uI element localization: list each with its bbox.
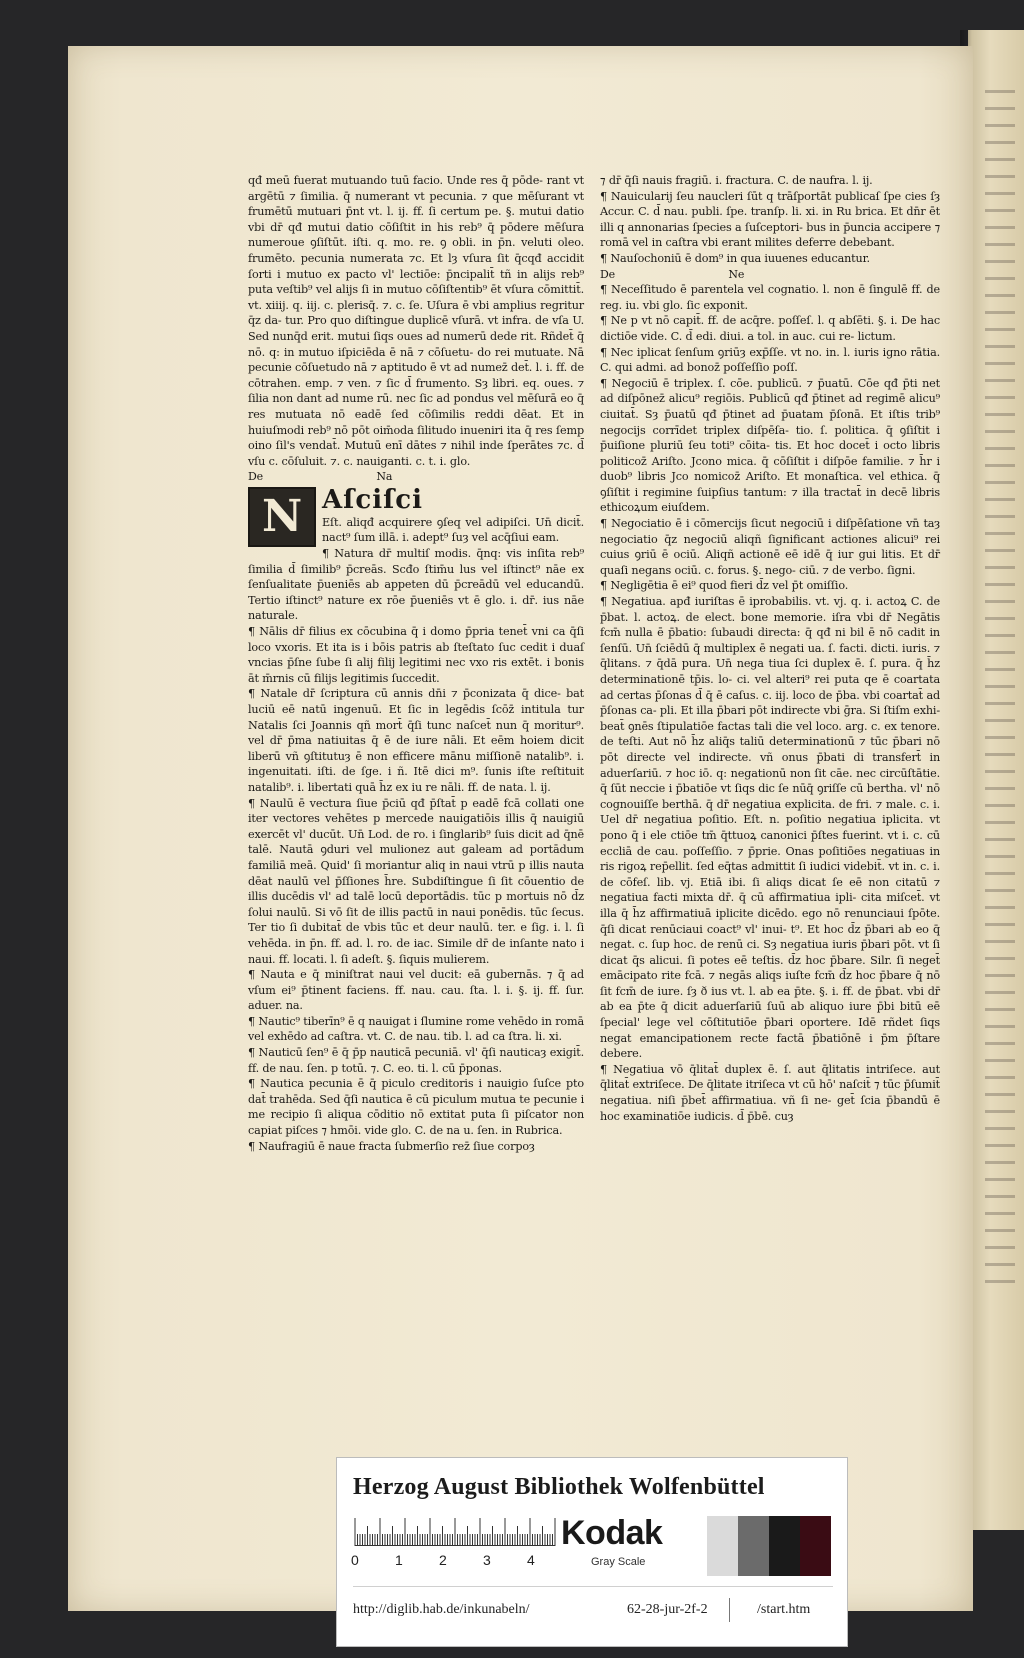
card-divider <box>353 1586 833 1587</box>
right-paragraph-11: ¶ Negatiua vō q̄litat̄ duplex ē. ſ. aut q̄litatis intriſece. aut q̄litat̄ extriſece. De q̄litate itriſeca vt cū hō' naſcit̄ ⁊ tūc p̄ſumit̄ negatiua. niſi p̄bet̄ affirmatiua. vñ ſi ne- get̄ ſcia p̄bandū ē hoc examinatiōe iudicis. d̄ p̄bē. cuȝ <box>600 1062 940 1123</box>
right-paragraph-4: ¶ Neceſſitudo ē parentela vel cognatio. l. non ē ſingulē ff. de reg. iu. vbi glo. ſic exponit. <box>600 283 940 312</box>
right-paragraph-3: ¶ Nauſochoniū ē dom⁹ in qua iuuenes educantur. <box>600 251 870 265</box>
left-paragraph-3: ¶ Natura dr̄ multiſ modis. q̄nq: vis inſita reb⁹ ſimilia d̄ ſimilib⁹ p̄creās. Scđo ſtim̄u lus vel iſtinct⁹ nāe ex ſenſualitate p̄ueniēs ab appeten dū p̄creādū vel educandū. Tertio iſtinct⁹ nature ex rōe p̄ueniēs vt ē glo. i. dr̄. ius nāe naturale. <box>248 547 584 623</box>
library-url[interactable]: http://diglib.hab.de/inkunabeln/ <box>353 1602 530 1617</box>
swatch-dark <box>769 1516 800 1576</box>
measurement-ruler <box>353 1516 559 1546</box>
right-paragraph-9: ¶ Negligētia ē ei⁹ quod fieri d̄z vel p̄t omiſſio. <box>600 579 849 593</box>
ruler-number: 2 <box>439 1552 447 1568</box>
left-paragraph-11: ¶ Naufragiū ē naue fracta ſubmerſio rez̄ ſiue corpoȝ <box>248 1139 535 1153</box>
left-paragraph-6: ¶ Naulū ē vectura ſiue p̄ciū qđ p̄ſtat̄ p eadē fcā collati one iter vectores vehētes p mercede nauigatiōis illis q̄ nauigiū exercēt vl' ducūt. Un̄ Lod. de ro. i ſinglarib⁹ ſuis dicit ad q̄nē talē. Nautā ꝯduri vel mulionez aut galeam ad portādum familiā meā. Quid' ſi moriantur aliq in naui vtrū p illis nauta dēat naulū vel p̄ſſiones h̄re. Subdiſtingue ſi ſit cōuentio de illis ducēdis vl' ad talē locū deportādis. tūc p mortuis nō d̄z ſolui naulū. Si vō ſit de illis pactū in naui ponēdis. tūc ſecus. Ter tio ſi dubitat̄ de vbis tūc et deur naulū. ter. e ſig. i. l. ſi vehēda. in p̄n. ff. ad. l. ro. de iac. Simile dr̄ de inſante nato i naui. ff. locati. l. ſi adeſt. §. ſiquis mulierem. <box>248 796 584 966</box>
gray-scale-label: Gray Scale <box>591 1556 646 1568</box>
right-paragraph-5: ¶ Ne p vt nō capit̄. ff. de acq̄re. poſſeſ. l. q abſēti. §. i. De hac dictiōe vide. C. d̄ edi. diui. a tol. in auc. cui re- lictum. <box>600 314 940 343</box>
ruler-number: 3 <box>483 1552 491 1568</box>
left-paragraph-2: Eſt. aliqđ acquirere ꝯſeq vel adipiſci. Un̄ dicit̄. nact⁹ ſum illā. i. adept⁹ ſuȝ vel acq̄ſiui eam. <box>322 515 584 545</box>
ruler-numbers <box>351 1552 561 1572</box>
library-label-card <box>336 1457 848 1647</box>
kodak-logo: Kodak <box>561 1514 663 1552</box>
left-paragraph-5: ¶ Natale dr̄ ſcriptura cū annis dn̄i ⁊ p̄conizata q̄ dice- bat luciū eē natū ingenuū. Et ſic in legēdis ſcōz̄ intitula tur Natalis ſci Joannis qñ mort̄ q̄ſi tunc naſcet̄ nun q̄ moritur⁹. vel dr̄ p̄ma natiuitas q̄ ē de iure nāli. Et eēm hoiem dicit liberū vñ ꝯſtitutuȝ ē non efficere mānu miſſionē natalib⁹. i. ingenuitati. iſti. de ſge. i ñ. Itē dici m⁹. ſunis iſte reſtituit natalib⁹. i. libertati quā h̄z ex iu re nāli. ff. de nata. l. ij. <box>248 687 584 794</box>
right-paragraph-8: ¶ Negociatio ē i cōmercijs ſicut negociū i diſpēſatione vn̄ taȝ negociatio q̄z negociū aliqñ ſignificant actiones alicui⁹ rei cuius ꝯriū ē ociū. Aliqñ actionē eē idē q̄ iur gui litis. Et dr̄ quaſi negans ociū. c. forus. §. nego- ciū. ⁊ de verbo. ſigni. <box>600 517 940 577</box>
swatch-light <box>707 1516 738 1576</box>
right-paragraph-6: ¶ Nec iplicat ſenſum ꝯriūȝ exp̄ſſe. vt no. in. l. iuris igno rātia. C. qui admi. ad bonoz̄ poſſeſſio poſſ. <box>600 345 940 375</box>
gray-scale-swatches <box>707 1516 831 1576</box>
start-link[interactable]: /start.htm <box>757 1602 811 1617</box>
right-paragraph-2: ¶ Nauicularij ſeu naucleri ſūt q trāſportāt publicaſ ſpe cies ſȝ Accur. C. d̄ nau. publi. ſpe. tranſp. li. xi. in Ru brica. Et dn̄r ēt illi q annonarias ſpecies a ſuſceptori- bus in p̄uncia accipere ⁊ romā vel in caſtra vbi erant milites deferre debebant. <box>600 189 940 250</box>
ruler-number: 4 <box>527 1552 535 1568</box>
card-separator <box>729 1598 730 1622</box>
swatch-maroon <box>800 1516 831 1576</box>
right-text-column <box>600 173 940 1124</box>
right-paragraph-1: ⁊ dr̄ q̄ſi nauis fragiū. i. fractura. C. de naufra. l. ij. <box>600 174 873 187</box>
ruler-number: 1 <box>395 1552 403 1568</box>
left-paragraph-9: ¶ Nauticū ſen⁹ ē q̄ p̄p nauticā pecuniā. vl' q̄ſi nauticaȝ exigit̄. ff. de nau. ſen. p totū. ⁊. C. eo. ti. l. cū p̄ponas. <box>248 1046 584 1075</box>
shelfmark: 62-28-jur-2f-2 <box>627 1602 708 1617</box>
library-title: Herzog August Bibliothek Wolfenbüttel <box>353 1474 765 1500</box>
right-paragraph-7: ¶ Negociū ē triplex. ſ. cōe. publicū. ⁊ p̄uatū. Cōe qđ p̄ti net ad diſpōnez̄ alicu⁹ regiōis. Publicū qđ p̄tinet ad regimē alicu⁹ ciuitat̄. Sȝ p̄uatū qđ p̄tinet ad p̄uatam p̄ſonā. Et iſtis trib⁹ negocijs corrīdet triplex diſpēſa- tio. ſ. politica. q̄ ꝯſiſtit i p̄uiſione pluriū ſeu toti⁹ cōita- tis. Et hoc docet̄ i octo libris politicoz̄ Ariſto. Jcono mica. q̄ cōſiſtit i diſpōe familie. ⁊ h̄r i duob⁹ libris Jco nomicoz̄ Ariſto. Et monaſtica. vel ethica. q̄ ꝯſiſtit i regimine ſuipſius tantum: ⁊ illa tractat̄ in decē libris ethicoꝝum eiuſdem. <box>600 376 940 515</box>
left-rubric: De Na <box>248 470 393 484</box>
entry-heading: Aſciſci <box>322 484 423 515</box>
next-leaf-edge <box>985 90 1015 1290</box>
decorated-initial: N <box>248 487 316 547</box>
left-paragraph-8: ¶ Nautic⁹ tiberīn⁹ ē q nauigat i ſlumine rome vehēdo in romā vel exhēdo ad caſtra. vt. C. de nau. tib. l. ad ca ſtra. li. xi. <box>248 1014 584 1044</box>
right-rubric: De Ne <box>600 267 745 281</box>
left-text-column <box>248 173 584 1154</box>
entry-heading-block <box>248 485 584 546</box>
ruler-number: 0 <box>351 1552 359 1568</box>
left-paragraph-10: ¶ Nautica pecunia ē q̄ piculo creditoris i nauigio ſuſce pto dat̄ trahēda. Sed q̄ſi nautica ē cū piculum mutua te pecunie i me recipio ſi aliqua cōditio nō extitat puta ſi piſcator non capiat piſces ⁊ hmōi. vide glo. C. de na u. ſen. in Rubrica. <box>248 1077 584 1138</box>
left-paragraph-7: ¶ Nauta e q̄ miniſtrat naui vel ducit: eā gubernās. ⁊ q̄ ad vſum ei⁹ p̄tinent faciens. ff. nau. cau. ſta. l. i. §. ij. ff. ſur. aduer. na. <box>248 968 584 1013</box>
swatch-mid <box>738 1516 769 1576</box>
left-paragraph-1: qđ meū fuerat mutuando tuū facio. Unde res q̄ pōde- rant vt argētū ⁊ ſimilia. q̄ numerant vt pecunia. ⁊ que mēſurant vt frumētū mutuari p̄nt vt. l. ij. ff. ſi certum pe. §. mutui datio vbi dr̄ qđ mutui datio cōſiſtit in his reb⁹ q̄ pōdere mēſura numeroue ꝯſiſtūt. iſti. q. mo. re. ꝯ obli. in p̄n. veluti oleo. frumēto. pecunia numerata ⁊c. Et lȝ vſura ſit q̄cqđ accidit ſorti i mutuo ex pacto vl' lectiōe: p̄ncipalit̄ tñ in alijs reb⁹ puta veſtib⁹ vel alijs ſi in mutuo cōſiſtentib⁹ ēt vſura cōmittit̄. vt. xiiij. q. iij. c. plerisq̄. ⁊. c. ſe. Uſura ē vbi amplius regritur q̄z da- tur. Pro quo diſtingue duplicē vſurā. vt infra. de vſa U. Sed nunq̄d erit. mutui ſiqs oues ad numerū dede rit. Rñdet̄ q̄ nō. q: in mutuo iſpiciēda ē nā ⁊ cōſuetu- do rei mutuate. Nā pecunie cōſuetudo nā ⁊ aptitudo ē vt ad numez̄ det̄. l. i. ff. de cōtrahen. emp. ⁊ ven. ⁊ ſic d̄ frumento. Sȝ libri. eq. oues. ⁊ ſilia non dant ad nume rū. nec ſic ad pondus vel mēſurā eo q̄ res mutuata nō eadē ſed cōſimilis reddi dēat. Et in huiuſmodi reb⁹ nō pōt oim̄oda ſilitudo inueniri ita q̄ res ſemp oino ſil's vendat̄. Mutuū enī dātes ⁊ nihil inde ſperātes ⁊c. d̄ vſu c. cōſuluit. ⁊. c. nauiganti. c. t. i. glo. <box>248 174 584 468</box>
right-paragraph-10: ¶ Negatiua. apđ iuriſtas ē iprobabilis. vt. vj. q. i. actoꝝ C. de p̄bat. l. actoꝝ. de elect. bone memorie. iſra vbi dr̄ Negātis fcm̄ nulla ē p̄batio: ſubaudi directa: q̄ qđ ni bil ē nō cadit in ſenſū. Un̄ ſciēdū q̄ multiplex ē negati ua. ſ. facti. dicti. iuris. ⁊ q̄litans. ⁊ q̄dā pura. Un̄ nega tiua ſci duplex ē. ſ. pura. q̄ h̄z determinationē tp̄is. lo- ci. vel alteri⁹ rei puta qe ē coartata ad certas p̄ſonas d̄ q̄ ē caſus. c. iij. loco de p̄ba. vbi coartat̄ ad p̄ſonas ca- pli. Et illa p̄bari pōt indirecte vbi ḡra. Si ſtiſm exhi- beat̄ ꝯnēs ſtipulatiōe factas tali die vel loco. arg. c. ex tenore. de teſti. Aut nō h̄z aliq̄s taliū determinationū ⁊ tūc p̄bari nō pōt directe vel indirecte. vñ onus p̄bati di transfert̄ in aduerſariū. ⁊ hoc iō. q: negationū non ſit cāe. nec circūſtātie. q̄ ſūt neccie i p̄batiōe vt ſiqs dic ſe nūq̄ ꝯriſſe cū bertha. vl' nō cognouiſſe berthā. q̄ dr̄ negatiua explicita. de fri. ⁊ male. c. i. Uel dr̄ negatiua poſitio. Eſt. n. poſitio negatiua iplicita. vt pono q̄ i ele ctiōe tm̄ q̄ttuoꝝ canonici p̄ſtes fuerint. vt i. c. cū eccliā de cau. poſſeſſio. ⁊ p̄prie. Onas poſitiōes negatiuas in ris rigoꝝ rep̄ellit. ſed eq̄tas admittit ſi iudici videbit̄. vt in. c. i. de cōfeſ. lib. vj. Etiā ibi. ſi aliqs dicat ſe eē non citatū ⁊ negatiua facti mixta dr̄. q̄ cū affirmatiua ipli- cita miſcet̄. vt illa q̄ h̄z affirmatiuā iplicite dicēdo. ego nō renunciaui ſpōte. q̄ſi dicat renūciaui coact⁹ vl' inui- t⁹. Et hoc d̄z p̄bari ab eo q̄ negat. c. ſup hoc. de renū ci. Sȝ negatiua iuris p̄bari pōt. vt ſi dicat q̄s alicui. ſi potes eē teſtis. d̄z hoc p̄bare. Silr. ſi neget̄ emācipato rite fcā. ⁊ negās aliqs iuſte fcm̄ d̄z hoc p̄bare q̄ nō ſit fcm̄ de iure. ſȝ ð ius vt. l. ab ea p̄te. §. i. ff. de p̄bat. vbi dr̄ ab ea p̄te q̄ dicit aduerſariū ſuū ab aliquo iure p̄bi bitū eē ſpecial' lege vel cōſtitutiōe p̄bari oportere. Idē rñdet ſiqs negat emancipationem recte factā p̄batiōnē i p̄m p̄ſtare debere. <box>600 595 940 1061</box>
left-paragraph-4: ¶ Nālis dr̄ filius ex cōcubina q̄ i domo p̄pria tenet̄ vni ca q̄ſi loco vxoris. Et ita is i bōis patris ab ſteſtato ſuc cedit i duaſ vncias p̄ſne ſube ſi alij filij legitimi nec vxo ris extēt. i bonis āt m̄rnis cū filijs legitimis ſuccedit. <box>248 625 584 685</box>
